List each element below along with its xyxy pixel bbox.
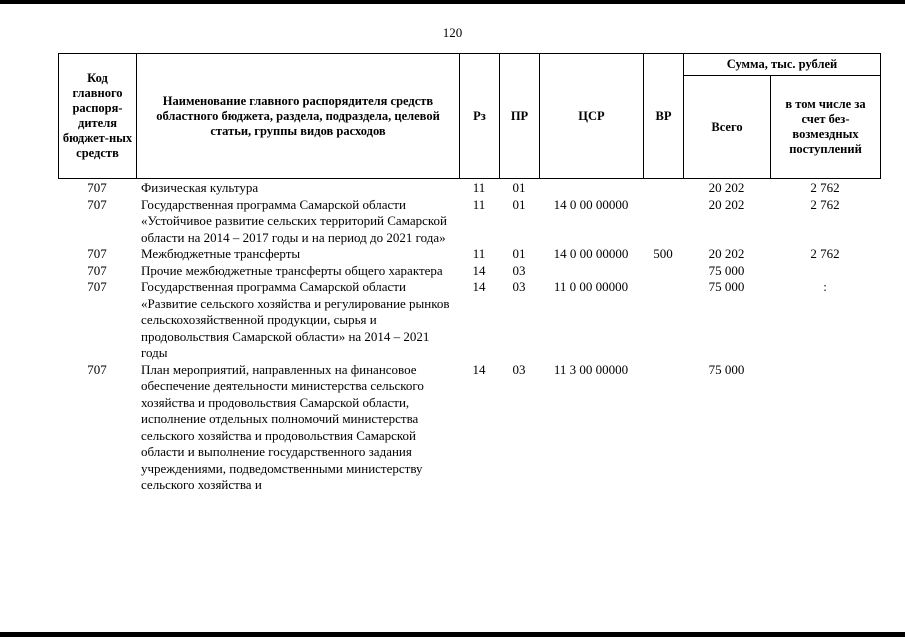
cell-code: 707 (87, 180, 107, 195)
cell-vr (643, 197, 683, 247)
cell-total: 20 202 (708, 246, 745, 261)
cell-name: Физическая культура (141, 180, 259, 195)
cell-vr (643, 362, 683, 494)
cell-rz: 14 (472, 262, 486, 278)
cell-csr: 11 3 00 00000 (553, 361, 629, 377)
cell-incl: 2 762 (810, 246, 840, 261)
cell-name: Прочие межбюджетные трансферты общего характера (141, 262, 443, 278)
table-body (58, 180, 880, 494)
header-csr: ЦСР (540, 54, 644, 179)
cell-code: 707 (87, 361, 107, 377)
cell-csr: 14 0 00 00000 (553, 246, 629, 261)
cell-pr: 03 (512, 279, 526, 294)
cell-name: Государственная программа Самарской области «Устойчивое развитие сельских территорий Самарской области на 2014 – 2017 годы и на период до 2021 года» (141, 196, 447, 245)
table-row (58, 362, 880, 494)
cell-rz: 11 (472, 246, 486, 261)
header-total: Всего (684, 76, 771, 179)
cell-total: 75 000 (708, 262, 745, 278)
header-vr: ВР (644, 54, 684, 179)
cell-total: 20 202 (708, 180, 745, 195)
cell-total: 75 000 (708, 279, 745, 294)
cell-rz: 11 (472, 196, 486, 212)
bottom-rule (0, 632, 905, 637)
cell-code: 707 (87, 246, 107, 261)
cell-code: 707 (87, 279, 107, 294)
cell-rz: 11 (472, 180, 486, 195)
cell-incl: : (823, 279, 827, 294)
cell-incl: 2 762 (810, 180, 840, 195)
table-header (58, 53, 881, 179)
cell-vr: 500 (653, 246, 673, 261)
table-row (58, 263, 880, 280)
page-number: 120 (442, 25, 463, 40)
cell-pr: 01 (512, 196, 526, 212)
cell-incl (770, 362, 880, 494)
header-incl: в том числе за счет без-возмездных поступлений (771, 76, 881, 179)
header-sum: Сумма, тыс. рублей (684, 54, 881, 76)
header-name: Наименование главного распорядителя средств областного бюджета, раздела, подраздела, целевой статьи, группы видов расходов (137, 54, 460, 179)
cell-incl: 2 762 (810, 196, 840, 212)
cell-vr (643, 263, 683, 280)
cell-vr (643, 180, 683, 197)
cell-csr: 11 0 00 00000 (553, 279, 629, 294)
top-rule (0, 0, 905, 4)
cell-pr: 03 (512, 361, 526, 377)
cell-vr (643, 279, 683, 362)
table-row (58, 246, 880, 263)
cell-pr: 03 (512, 262, 526, 278)
cell-incl (770, 263, 880, 280)
cell-total: 20 202 (708, 196, 745, 212)
cell-code: 707 (87, 196, 107, 212)
cell-csr (539, 180, 643, 197)
cell-pr: 01 (512, 180, 526, 195)
cell-rz: 14 (472, 361, 486, 377)
cell-pr: 01 (512, 246, 526, 261)
cell-name: Межбюджетные трансферты (141, 246, 301, 261)
cell-rz: 14 (472, 279, 486, 294)
header-pr: ПР (500, 54, 540, 179)
table-row (58, 279, 880, 362)
header-code: Код главного распоря-дителя бюджет-ных средств (59, 54, 137, 179)
table-row (58, 197, 880, 247)
cell-name: Государственная программа Самарской области «Развитие сельского хозяйства и регулирование рынков сельскохозяйственной продукции, сырья и продовольствия Самарской области» на 2014 – 2021 годы (141, 279, 450, 360)
cell-name: План мероприятий, направленных на финансовое обеспечение деятельности министерства сельского хозяйства и продовольствия Самарской области, исполнение отдельных полномочий министерства сельского хозяйства и продовольствия Самарской области и выполнение государственного задания учреждениями, подведомственными министерству сельского хозяйства и (141, 361, 424, 492)
cell-total: 75 000 (708, 361, 745, 377)
table-row (58, 180, 880, 197)
cell-csr: 14 0 00 00000 (553, 196, 629, 212)
header-rz: Рз (460, 54, 500, 179)
cell-csr (539, 263, 643, 280)
cell-code: 707 (87, 262, 107, 278)
